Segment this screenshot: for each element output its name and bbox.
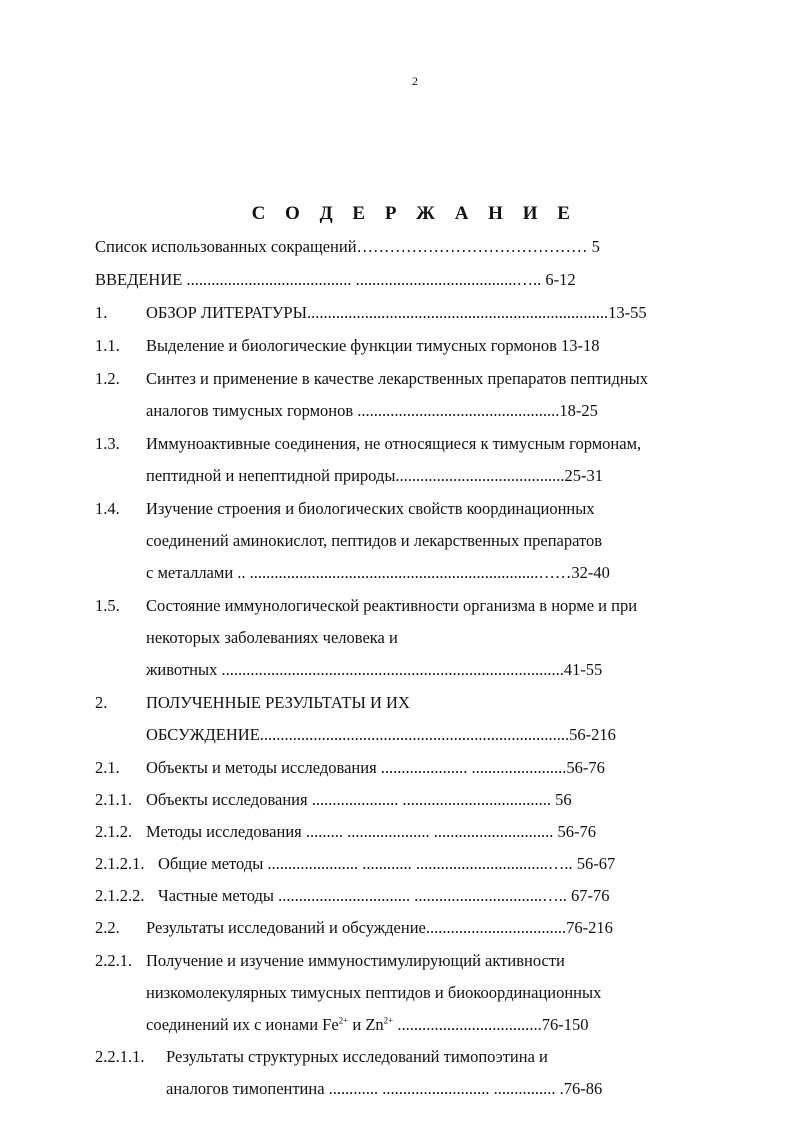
toc-entry-text: Состояние иммунологической реактивности организма в норме и при [146,596,638,615]
toc-entry-text: Общие методы ...................... ............ ................................….. 56-67 [158,854,616,873]
toc-entry-continuation: соединений их с ионами $Fe^{2+}$ и $Zn^{2+}$ ...................................76-150 [146,1015,589,1034]
toc-entry-number: 2.2.1. [95,951,133,970]
toc-entry-continuation: пептидной и непептидной природы.........................................25-31 [146,466,604,485]
toc-entry-number: 2.1.2. [95,822,133,841]
toc-entry-number: 2.1. [95,758,120,777]
toc-entry-text: Иммуноактивные соединения, не относящиеся к тимусным гормонам, [146,434,642,453]
toc-entry-introduction: ВВЕДЕНИЕ ........................................ .......................................….. 6-12 [95,270,576,289]
toc-entry-number: 2. [95,693,108,712]
toc-entry-number: 2.1.2.2. [95,886,145,905]
toc-entry-number: 1.4. [95,499,120,518]
toc-entry-number: 1. [95,303,108,322]
page-number: 2 [412,74,418,88]
toc-entry-continuation: ОБСУЖДЕНИЕ...........................................................................56-216 [146,725,616,744]
toc-entry-continuation: аналогов тимусных гормонов .................................................18-25 [146,401,598,420]
toc-entry-text: Объекты исследования ..................... .................................... 56 [146,790,572,809]
toc-entry-text: Частные методы ................................ ...............................….. 67-76 [158,886,610,905]
toc-entry-number: 1.3. [95,434,120,453]
toc-entry-text: ПОЛУЧЕННЫЕ РЕЗУЛЬТАТЫ И ИХ [146,693,410,712]
toc-entry-number: 1.1. [95,336,120,355]
toc-entry-text: Изучение строения и биологических свойств координационных [146,499,595,518]
toc-entry-text: Получение и изучение иммуностимулирующий активности [146,951,565,970]
toc-entry-number: 2.1.1. [95,790,133,809]
toc-entry-text: ОБЗОР ЛИТЕРАТУРЫ.........................................................................13-55 [146,303,647,322]
toc-entry-continuation: аналогов тимопентина ............ .......................... ............... .76-86 [166,1079,603,1098]
toc-entry-text: Методы исследования ......... .................... ............................. 56-76 [146,822,597,841]
toc-title: С О Д Е Р Ж А Н И Е [251,203,578,224]
toc-entry-number: 2.2.1.1. [95,1047,145,1066]
toc-entry-number: 2.1.2.1. [95,854,145,873]
toc-entry-text: Объекты и методы исследования ..................... .......................56-76 [146,758,605,777]
toc-entry-continuation: с металлами .. ......................................................................……32-40 [146,563,610,582]
toc-entry-number: 1.5. [95,596,120,615]
toc-entry-text: Синтез и применение в качестве лекарственных препаратов пептидных [146,369,649,388]
superscript-charge: 2+ [383,1015,394,1026]
toc-entry-text: Выделение и биологические функции тимусных гормонов 13-18 [146,336,600,355]
toc-entry-continuation: низкомолекулярных тимусных пептидов и биокоординационных [146,983,602,1002]
toc-entry-number: 1.2. [95,369,120,388]
toc-entry-text: Результаты структурных исследований тимопоэтина и [166,1047,548,1066]
superscript-charge: 2+ [338,1015,349,1026]
toc-entry-number: 2.2. [95,918,120,937]
toc-entry-abbreviations: Список использованных сокращений…………………………………… 5 [95,237,600,256]
toc-entry-continuation: некоторых заболеваниях человека и [146,628,398,647]
toc-entry-text: Результаты исследований и обсуждение..................................76-216 [146,918,613,937]
toc-entry-continuation: соединений аминокислот, пептидов и лекарственных препаратов [146,531,603,550]
toc-entry-continuation: животных ...................................................................................41-55 [146,660,603,679]
